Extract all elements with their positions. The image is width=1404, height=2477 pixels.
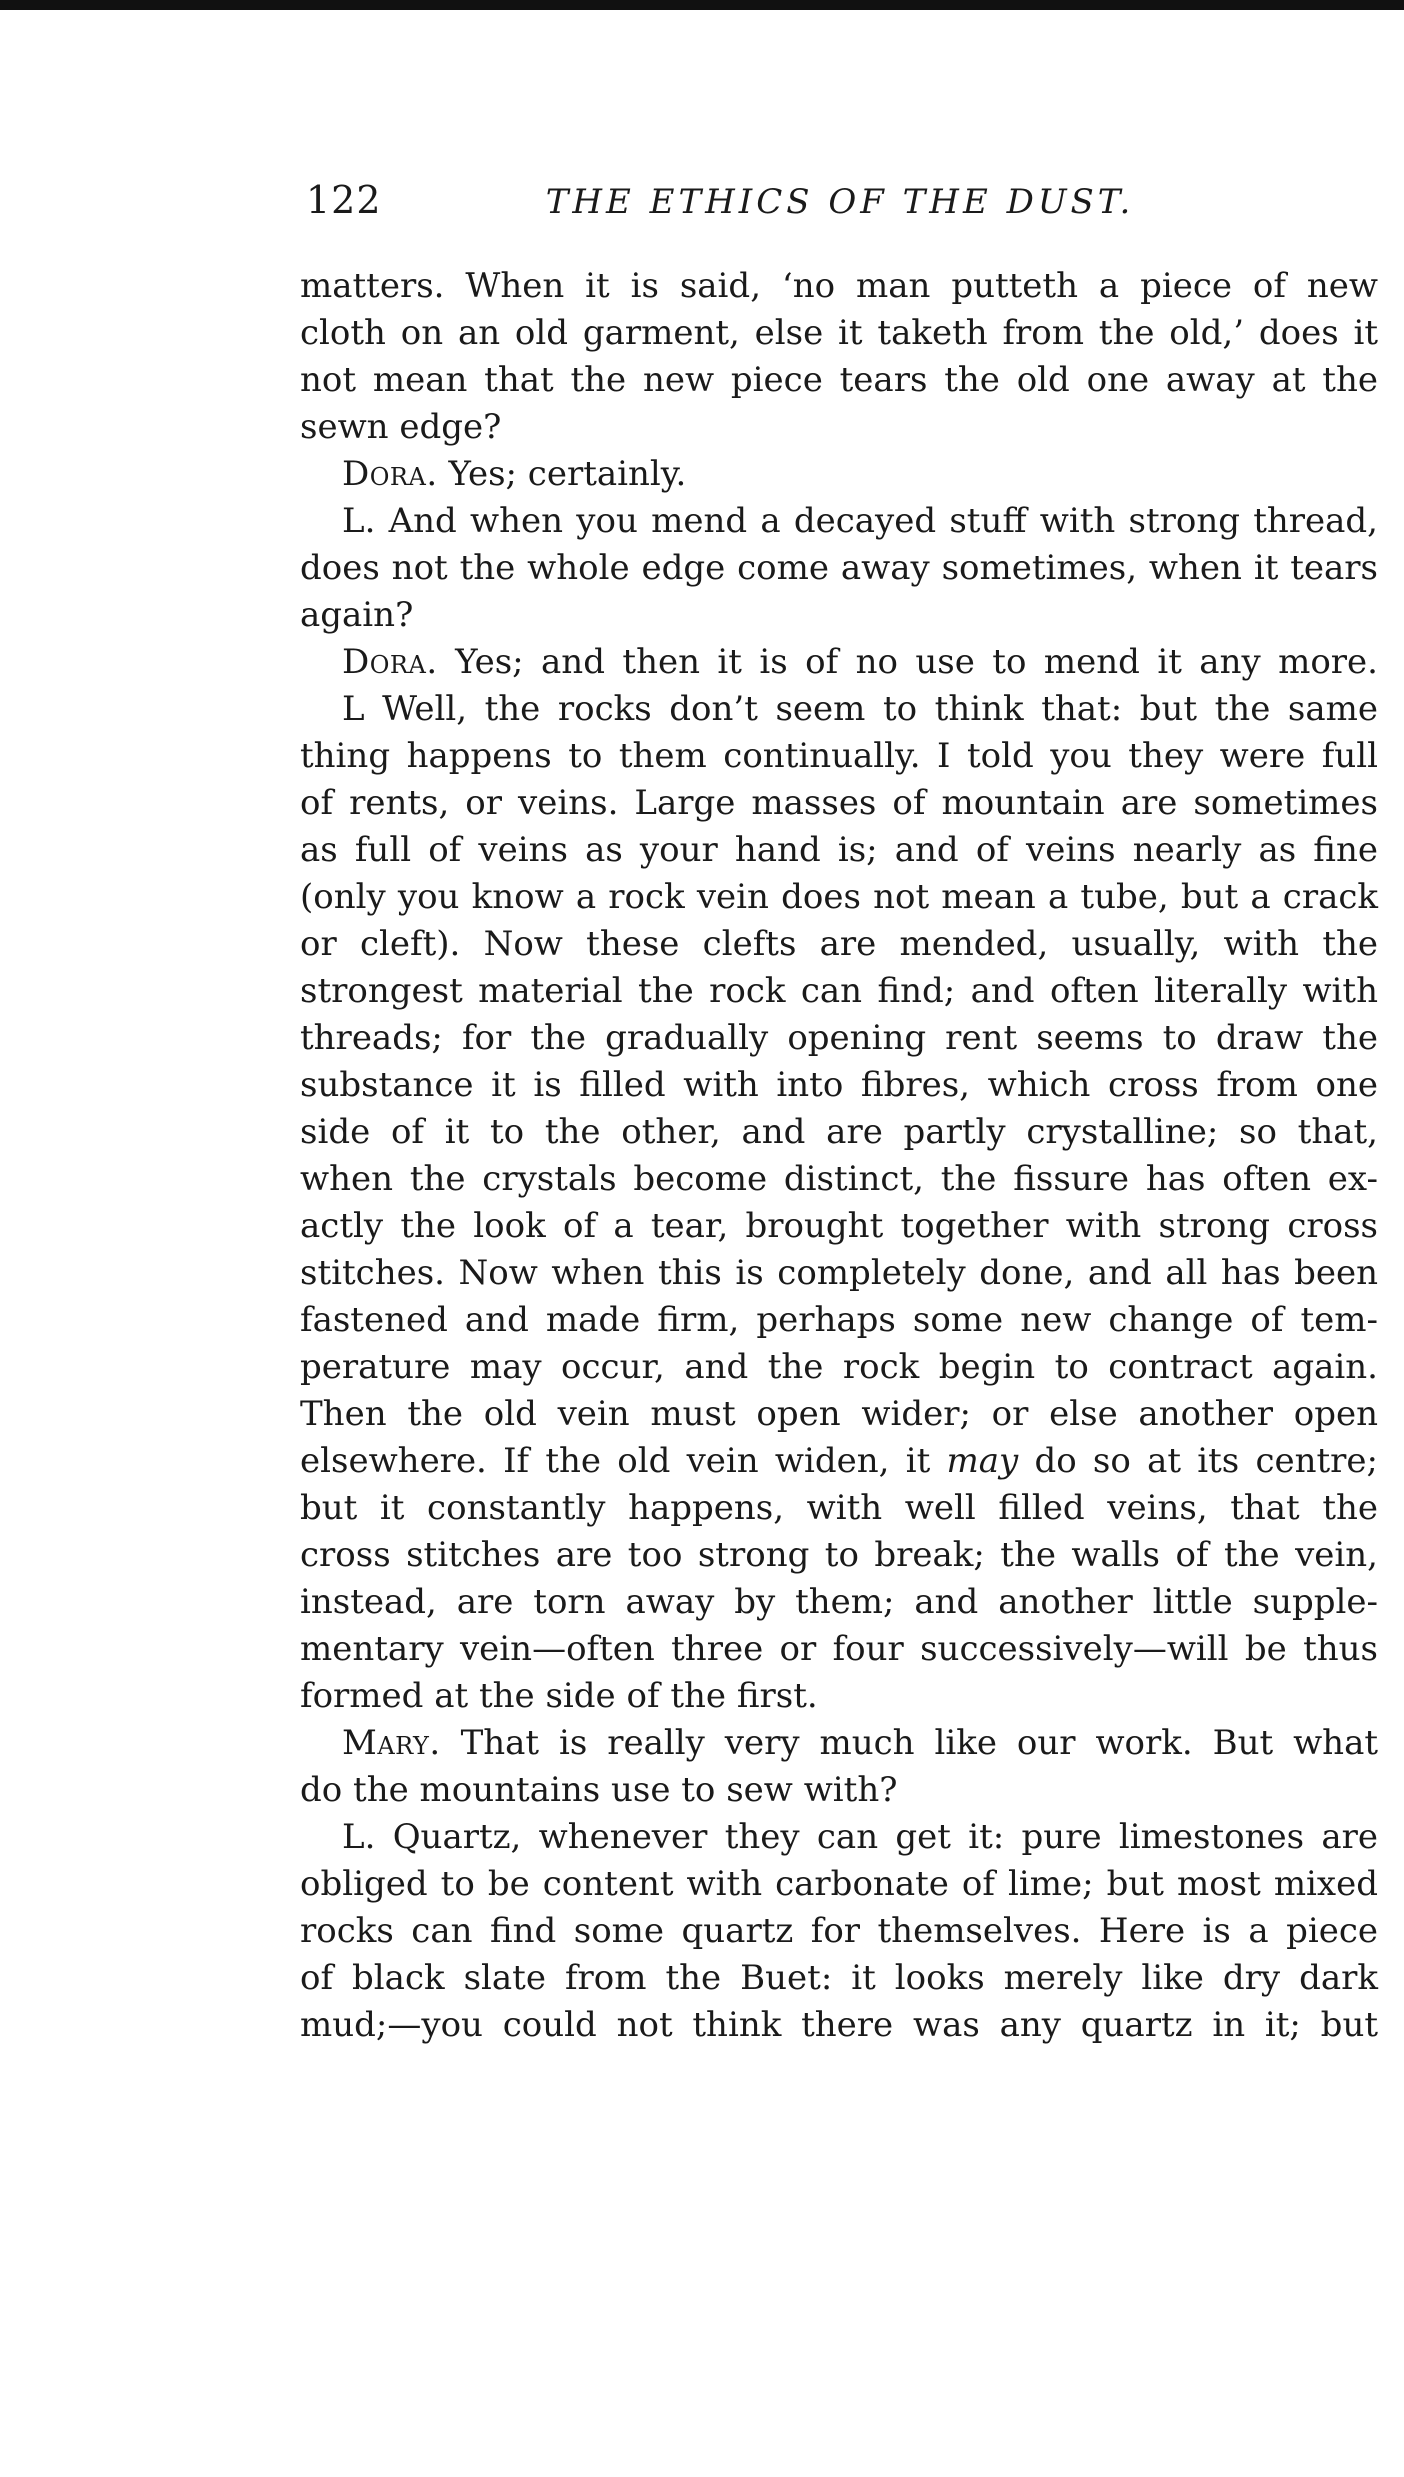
speaker-name: Mary.	[342, 1723, 441, 1763]
text-fragment: do so at its centre;	[1034, 1441, 1378, 1481]
speech-text: Yes; certainly.	[448, 454, 687, 494]
text-line: do the mountains use to sew with?	[300, 1770, 898, 1810]
text-line: thing happens to them continually. I told you they were full	[300, 736, 1378, 776]
text-line: formed at the side of the first.	[300, 1676, 818, 1716]
text-line: matters. When it is said, ‘no man putteth a piece of new	[300, 266, 1378, 306]
speaker-name: Dora.	[342, 642, 438, 682]
dialogue-line	[300, 1720, 1378, 1767]
speech-text: That is really very much like our work. But what	[460, 1723, 1379, 1763]
text-line: but it constantly happens, with well filled veins, that the	[300, 1488, 1378, 1528]
text-line: rocks can find some quartz for themselves. Here is a piece	[300, 1911, 1378, 1951]
text-line: obliged to be content with carbonate of lime; but most mixed	[300, 1864, 1378, 1904]
text-line: of rents, or veins. Large masses of mountain are sometimes	[300, 783, 1378, 823]
text-line: (only you know a rock vein does not mean a tube, but a crack	[300, 877, 1378, 917]
text-line	[300, 1438, 1378, 1485]
text-line: actly the look of a tear, brought together with strong cross	[300, 1206, 1378, 1246]
text-line: does not the whole edge come away sometimes, when it tears	[300, 548, 1378, 588]
text-line: Then the old vein must open wider; or else another open	[300, 1394, 1378, 1434]
text-line: fastened and made firm, perhaps some new change of tem-	[300, 1300, 1378, 1340]
text-line: cross stitches are too strong to break; the walls of the vein,	[300, 1535, 1378, 1575]
text-line: threads; for the gradually opening rent seems to draw the	[300, 1018, 1378, 1058]
page-number: 122	[306, 178, 382, 222]
text-line: L. Quartz, whenever they can get it: pure limestones are	[342, 1817, 1378, 1857]
text-line: sewn edge?	[300, 407, 502, 447]
text-line: or cleft). Now these clefts are mended, usually, with the	[300, 924, 1378, 964]
dialogue-line	[300, 639, 1378, 686]
text-line: mud;—you could not think there was any quartz in it; but	[300, 2005, 1378, 2045]
speech-text: Yes; and then it is of no use to mend it any more.	[455, 642, 1378, 682]
text-line: stitches. Now when this is completely done, and all has been	[300, 1253, 1378, 1293]
emphasis-text: may	[946, 1441, 1019, 1481]
text-line: not mean that the new piece tears the old one away at the	[300, 360, 1378, 400]
speaker-name: Dora.	[342, 454, 438, 494]
body-text	[300, 263, 1378, 2049]
page-header	[300, 178, 1380, 238]
text-line: perature may occur, and the rock begin to contract again.	[300, 1347, 1378, 1387]
text-line: as full of veins as your hand is; and of veins nearly as fine	[300, 830, 1378, 870]
text-fragment: elsewhere. If the old vein widen, it	[300, 1441, 931, 1481]
text-line: cloth on an old garment, else it taketh from the old,’ does it	[300, 313, 1378, 353]
text-line: instead, are torn away by them; and another little supple-	[300, 1582, 1378, 1622]
text-line: again?	[300, 595, 414, 635]
text-line: strongest material the rock can find; and often literally with	[300, 971, 1378, 1011]
dialogue-line	[300, 451, 1378, 498]
text-line: side of it to the other, and are partly crystalline; so that,	[300, 1112, 1378, 1152]
text-line: mentary vein—often three or four successively—will be thus	[300, 1629, 1378, 1669]
text-line: of black slate from the Buet: it looks merely like dry dark	[300, 1958, 1378, 1998]
text-line: L. And when you mend a decayed stuff with strong thread,	[342, 501, 1378, 541]
top-rule	[0, 0, 1404, 10]
running-title: THE ETHICS OF THE DUST.	[545, 182, 1135, 222]
text-line: when the crystals become distinct, the fissure has often ex-	[300, 1159, 1378, 1199]
text-line: L Well, the rocks don’t seem to think that: but the same	[342, 689, 1378, 729]
text-line: substance it is filled with into fibres, which cross from one	[300, 1065, 1378, 1105]
